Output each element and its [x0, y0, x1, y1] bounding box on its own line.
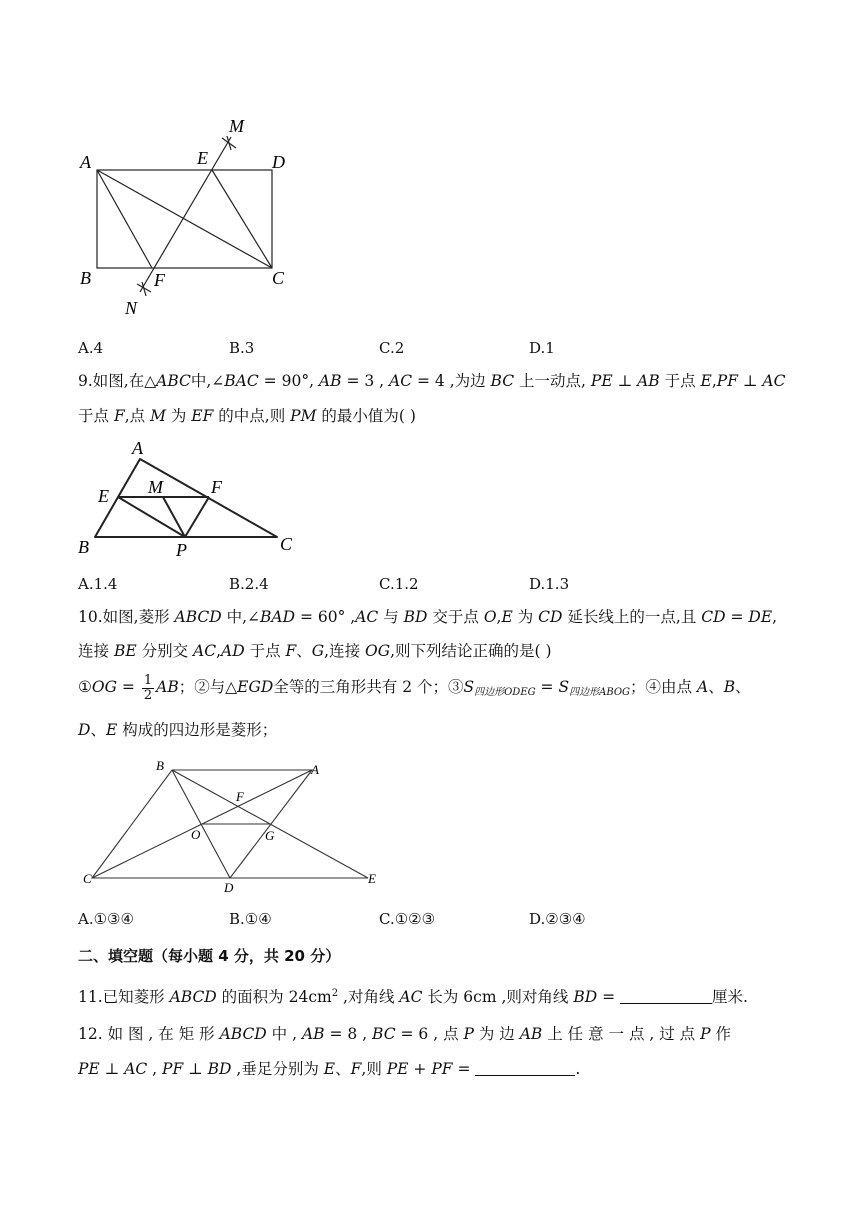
q10-stem-line2: 连接 BE 分别交 AC,AD 于点 F、G,连接 OG,则下列结论正确的是( ): [78, 642, 552, 660]
q10-label-f: F: [236, 789, 244, 804]
q10-option-a: A.①③④: [78, 910, 134, 928]
q8-option-d: D.1: [529, 339, 555, 357]
q9-label-c: C: [280, 534, 293, 554]
q10-label-o: O: [191, 827, 201, 842]
q10-option-c: C.①②③: [379, 910, 436, 928]
q8-label-n: N: [125, 298, 138, 318]
q10-label-e: E: [368, 871, 376, 886]
q10-label-d: D: [224, 880, 234, 895]
q9-option-d: D.1.3: [529, 575, 570, 593]
q9-label-b: B: [78, 537, 89, 557]
q9-option-b: B.2.4: [229, 575, 269, 593]
q12-stem-line2: PE ⊥ AC , PF ⊥ BD ,垂足分别为 E、F,则 PE + PF = .: [78, 1060, 581, 1078]
q8-label-e: E: [197, 148, 208, 168]
q8-label-f: F: [154, 270, 165, 290]
q8-figure: [78, 112, 308, 320]
q11-stem: 11.已知菱形 ABCD 的面积为 $24cm^2$ ,对角线 AC 长为 6cm ,则对角线 BD = 厘米.: [78, 988, 748, 1007]
section-heading-fill-in: 二、填空题（每小题 4 分，共 20 分）: [78, 947, 341, 965]
q12-answer-blank[interactable]: [475, 1059, 575, 1076]
q10-stem-line1: 10.如图,菱形 ABCD 中,∠BAD = 60° ,AC 与 BD 交于点 O,E 为 CD 延长线上的一点,且 CD = DE,: [78, 608, 778, 626]
q9-label-a: A: [132, 438, 143, 458]
q8-label-m: M: [229, 116, 244, 136]
q8-label-d: D: [272, 152, 285, 172]
q9-figure: [78, 436, 308, 562]
q10-label-a: A: [311, 762, 319, 777]
q8-label-b: B: [80, 268, 91, 288]
q9-label-m: M: [148, 477, 163, 497]
q8-option-a: A.4: [78, 339, 104, 357]
q10-option-d: D.②③④: [529, 910, 586, 928]
q10-fraction-half: $\frac{1}{2}$: [143, 672, 153, 703]
q10-label-b: B: [156, 758, 164, 773]
q10-label-c: C: [83, 871, 92, 886]
q8-option-c: C.2: [379, 339, 405, 357]
q11-answer-blank[interactable]: [620, 987, 712, 1004]
q9-option-a: A.1.4: [78, 575, 118, 593]
q10-figure: [78, 755, 388, 897]
q8-option-b: B.3: [229, 339, 255, 357]
q10-label-g: G: [265, 828, 275, 843]
q9-label-f: F: [211, 477, 222, 497]
q8-label-c: C: [272, 268, 285, 288]
q9-label-e: E: [98, 486, 109, 506]
q10-statements-line1: ①OG = $\frac{1}{2}$ AB；②与△EGD全等的三角形共有 2 个；$③S_{四边形ODEG} = S_{四边形ABOG}$；④由点 A、B、: [78, 672, 751, 703]
q9-label-p: P: [176, 540, 187, 560]
q12-stem-line1: 12. 如 图 , 在 矩 形 ABCD 中 , AB = 8 , BC = 6 , 点 P 为 边 AB 上 任 意 一 点 , 过 点 P 作: [78, 1025, 731, 1043]
q9-stem-line2: 于点 F,点 M 为 EF 的中点,则 PM 的最小值为( ): [78, 407, 416, 425]
q9-option-c: C.1.2: [379, 575, 419, 593]
q8-label-a: A: [80, 152, 91, 172]
q9-stem-line1: 9.如图,在△ABC中,∠BAC = 90°, AB = 3 , AC = 4 ,为边 BC 上一动点, PE ⊥ AB 于点 E,PF ⊥ AC: [78, 372, 786, 390]
q10-statements-line2: D、E 构成的四边形是菱形；: [78, 721, 278, 739]
q10-option-b: B.①④: [229, 910, 272, 928]
